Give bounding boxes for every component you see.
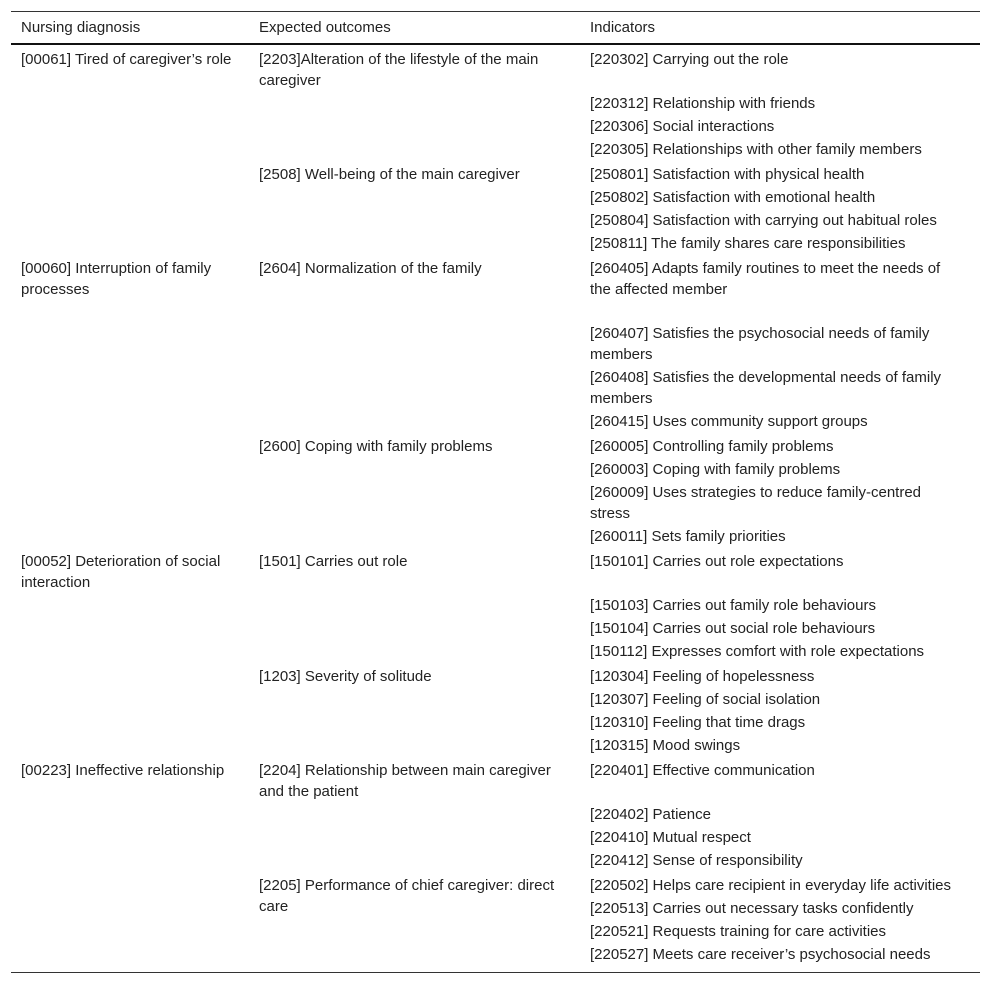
outcome-row [249, 256, 980, 434]
indicator-item: [220502] Helps care recipient in everyday life activities [590, 877, 952, 894]
indicator-item: [260009] Uses strategies to reduce family-centred stress [590, 484, 922, 522]
outcome-cell: [1501] Carries out role [259, 553, 408, 570]
table-body [11, 45, 980, 972]
indicator-item: [260408] Satisfies the developmental needs of family members [590, 369, 942, 407]
indicator-item: [220312] Relationship with friends [590, 95, 816, 112]
indicator-item: [150112] Expresses comfort with role expectations [590, 643, 925, 660]
indicator-item: [220521] Requests training for care activities [590, 923, 886, 940]
table-row [11, 549, 980, 758]
table-row [11, 256, 980, 549]
indicator-item: [250801] Satisfaction with physical health [590, 166, 865, 183]
indicator-item: [220305] Relationships with other family members [590, 141, 922, 158]
diagnosis-cell: [00052] Deterioration of social interaction [21, 553, 221, 591]
outcome-cell: [2600] Coping with family problems [259, 438, 493, 455]
header-indicators: Indicators [590, 19, 656, 36]
indicator-item: [220302] Carrying out the role [590, 51, 789, 68]
indicators-cell [580, 47, 980, 162]
indicator-item: [150104] Carries out social role behaviours [590, 620, 876, 637]
indicator-item: [150103] Carries out family role behaviours [590, 597, 876, 614]
indicators-cell [580, 434, 980, 549]
indicator-item: [220527] Meets care receiver’s psychosocial needs [590, 946, 931, 963]
diagnosis-cell: [00060] Interruption of family processes [21, 260, 212, 298]
indicators-cell [580, 256, 980, 434]
indicator-item: [150101] Carries out role expectations [590, 553, 844, 570]
outcome-cell: [2204] Relationship between main caregiver and the patient [259, 762, 551, 800]
indicator-item: [250811] The family shares care responsibilities [590, 235, 906, 252]
diagnosis-cell: [00061] Tired of caregiver’s role [21, 51, 232, 68]
indicator-item: [260011] Sets family priorities [590, 528, 786, 545]
indicators-cell [580, 873, 980, 967]
outcome-cell: [2203]Alteration of the lifestyle of the main caregiver [259, 51, 539, 89]
table-header-row [11, 12, 980, 43]
outcome-row [249, 873, 980, 967]
outcome-row [249, 434, 980, 549]
outcome-cell: [1203] Severity of solitude [259, 668, 432, 685]
outcome-row [249, 162, 980, 256]
indicator-item: [120310] Feeling that time drags [590, 714, 806, 731]
indicator-item: [260005] Controlling family problems [590, 438, 834, 455]
indicator-item: [260407] Satisfies the psychosocial needs of family members [590, 325, 930, 363]
diagnosis-cell: [00223] Ineffective relationship [21, 762, 225, 779]
outcome-cell: [2508] Well-being of the main caregiver [259, 166, 520, 183]
table-bottom-rule [11, 972, 980, 973]
outcome-row [249, 47, 980, 162]
indicator-item: [250802] Satisfaction with emotional health [590, 189, 876, 206]
indicators-cell [580, 549, 980, 664]
outcome-cell: [2604] Normalization of the family [259, 260, 482, 277]
indicator-item: [220410] Mutual respect [590, 829, 751, 846]
header-nursing-diagnosis: Nursing diagnosis [21, 19, 141, 36]
indicators-cell [580, 664, 980, 758]
indicator-item: [260405] Adapts family routines to meet the needs of the affected member [590, 260, 941, 298]
outcome-cell: [2205] Performance of chief caregiver: direct care [259, 877, 555, 915]
table-row [11, 758, 980, 967]
header-expected-outcomes: Expected outcomes [259, 19, 391, 36]
indicator-item: [220402] Patience [590, 806, 711, 823]
indicator-item: [260415] Uses community support groups [590, 413, 868, 430]
nursing-table [11, 11, 980, 973]
indicator-item: [250804] Satisfaction with carrying out habitual roles [590, 212, 937, 229]
outcome-row [249, 758, 980, 873]
indicator-item: [220401] Effective communication [590, 762, 815, 779]
indicators-cell [580, 162, 980, 256]
indicator-item: [120315] Mood swings [590, 737, 741, 754]
indicator-item: [220513] Carries out necessary tasks confidently [590, 900, 914, 917]
indicator-item: [120307] Feeling of social isolation [590, 691, 821, 708]
indicator-item: [220412] Sense of responsibility [590, 852, 803, 869]
indicator-item: [120304] Feeling of hopelessness [590, 668, 815, 685]
outcome-row [249, 549, 980, 664]
indicator-item: [220306] Social interactions [590, 118, 775, 135]
outcome-row [249, 664, 980, 758]
table-row [11, 47, 980, 256]
indicator-item: [260003] Coping with family problems [590, 461, 841, 478]
indicators-cell [580, 758, 980, 873]
